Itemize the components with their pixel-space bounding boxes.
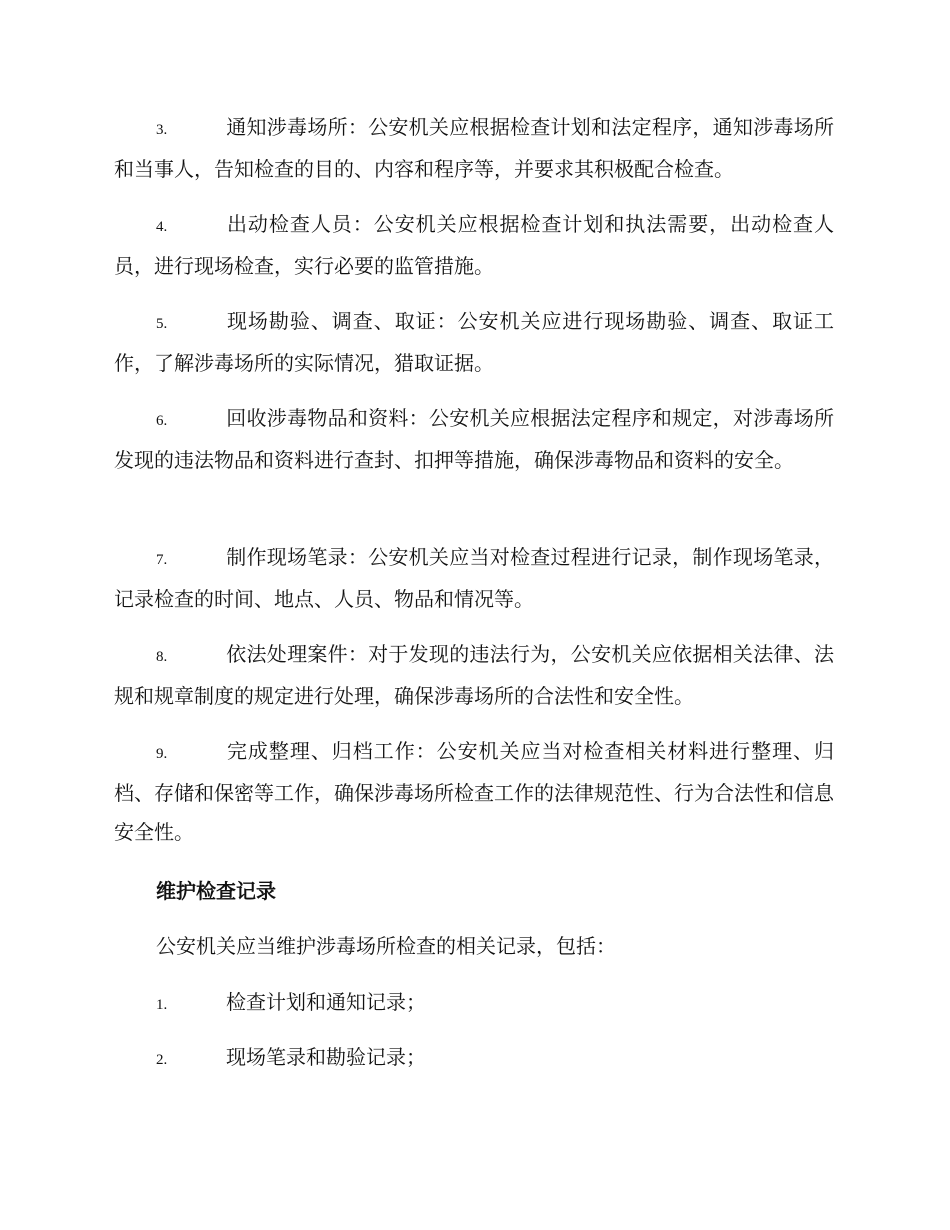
list-text: 通知涉毒场所：公安机关应根据检查计划和法定程序，通知涉毒场所和当事人，告知检查的目的、内容和程序等，并要求其积极配合检查。 [114,115,834,181]
list-number: 2. [156,1052,168,1068]
record-item-1 [156,983,426,1025]
list-number: 8. [156,649,168,665]
list-item-6 [114,399,834,480]
section-intro: 公安机关应当维护涉毒场所检查的相关记录，包括： [156,934,616,958]
list-item-7 [114,538,834,619]
list-number: 1. [156,997,168,1013]
list-text: 现场勘验、调查、取证：公安机关应进行现场勘验、调查、取证工作，了解涉毒场所的实际情况，猎取证据。 [114,309,834,375]
list-item-9 [114,732,834,852]
list-item-5 [114,302,834,383]
list-item-8 [114,635,834,716]
record-item-2 [156,1038,426,1080]
list-text: 完成整理、归档工作：公安机关应当对检查相关材料进行整理、归档、存储和保密等工作，确保涉毒场所检查工作的法律规范性、行为合法性和信息安全性。 [114,739,834,844]
list-text: 现场笔录和勘验记录； [226,1045,426,1069]
list-item-3 [114,108,834,189]
list-text: 依法处理案件：对于发现的违法行为，公安机关应依据相关法律、法规和规章制度的规定进行处理，确保涉毒场所的合法性和安全性。 [114,642,834,708]
list-text: 回收涉毒物品和资料：公安机关应根据法定程序和规定，对涉毒场所发现的违法物品和资料进行查封、扣押等措施，确保涉毒物品和资料的安全。 [114,406,834,472]
list-number: 7. [156,552,168,568]
section-heading: 维护检查记录 [156,879,276,903]
list-text: 制作现场笔录：公安机关应当对检查过程进行记录，制作现场笔录，记录检查的时间、地点、人员、物品和情况等。 [114,545,834,611]
list-item-4 [114,205,834,286]
list-number: 9. [156,746,168,762]
list-number: 4. [156,219,168,235]
list-number: 6. [156,413,168,429]
list-number: 5. [156,316,168,332]
list-text: 出动检查人员：公安机关应根据检查计划和执法需要，出动检查人员，进行现场检查，实行必要的监管措施。 [114,212,834,278]
list-text: 检查计划和通知记录； [226,990,426,1014]
list-number: 3. [156,122,168,138]
